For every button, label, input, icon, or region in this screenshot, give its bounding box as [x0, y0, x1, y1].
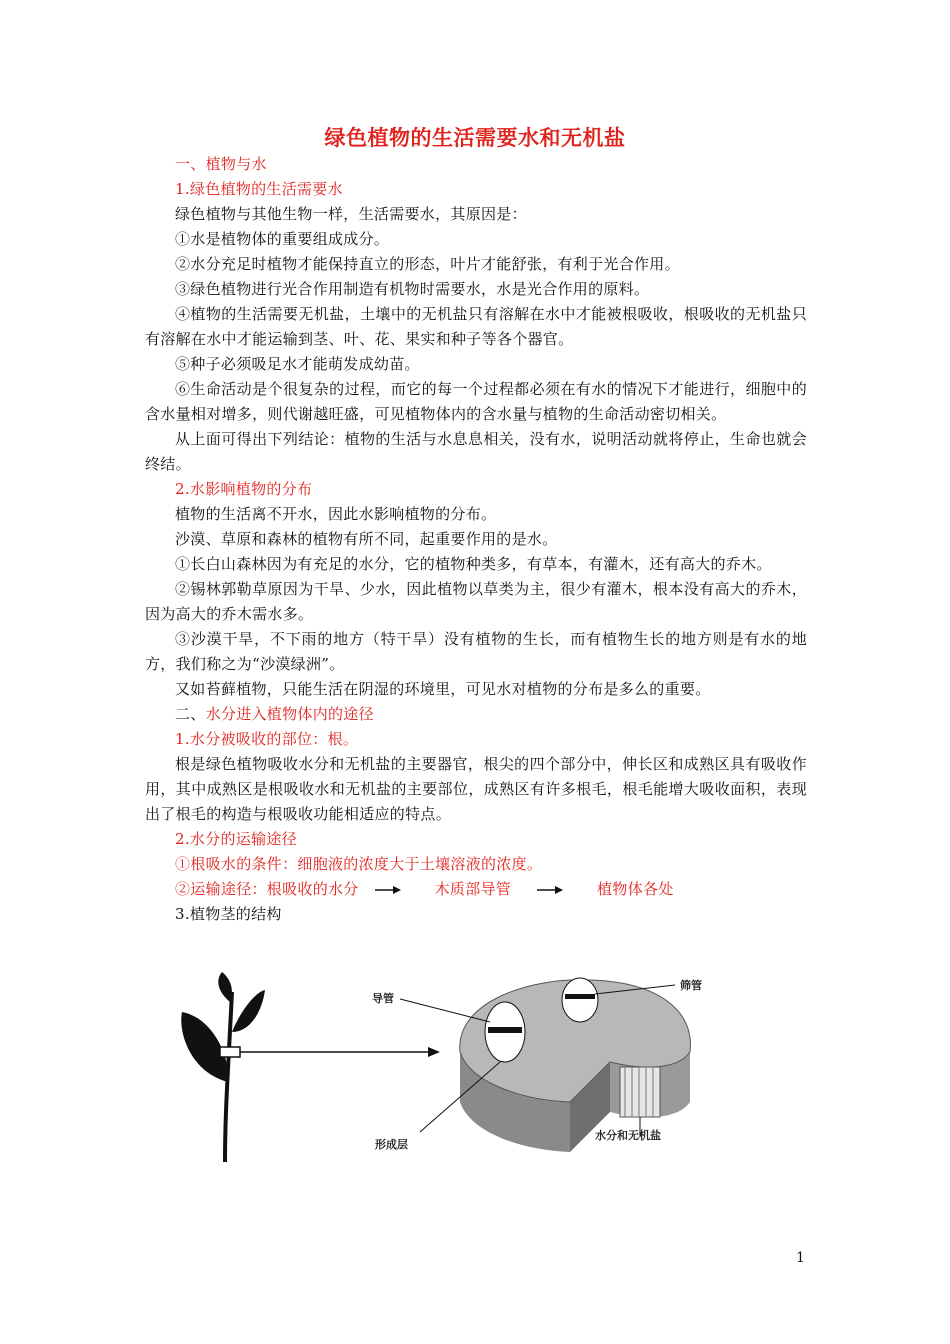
stem-cross-section	[372, 978, 702, 1152]
paragraph: 2.水影响植物的分布	[175, 480, 313, 498]
paragraph: 根是绿色植物吸收水分和无机盐的主要器官，根尖的四个部分中，伸长区和成熟区具有吸收作用，其中成熟区是根吸收水和无机盐的主要部位，成熟区有许多根毛，根毛能增大吸收面积，表现出了根毛的构造与根吸收功能相适应的特点。	[145, 755, 807, 823]
stem-structure-figure	[170, 972, 770, 1162]
paragraph: 一、植物与水	[175, 155, 267, 173]
paragraph-list	[145, 152, 807, 877]
cambium-label: 形成层	[375, 1138, 408, 1151]
paragraph: ④植物的生活需要无机盐，土壤中的无机盐只有溶解在水中才能被根吸收，根吸收的无机盐只有溶解在水中才能运输到茎、叶、花、果实和种子等各个器官。	[145, 305, 807, 348]
paragraph: 1.水分被吸收的部位：根。	[175, 730, 359, 748]
paragraph: 植物的生活离不开水，因此水影响植物的分布。	[175, 505, 497, 523]
paragraph: ⑤种子必须吸足水才能萌发成幼苗。	[175, 355, 420, 373]
paragraph: ③绿色植物进行光合作用制造有机物时需要水，水是光合作用的原料。	[175, 280, 650, 298]
paragraph: ⑥生命活动是个很复杂的过程，而它的每一个过程都必须在有水的情况下才能进行，细胞中的含水量相对增多，则代谢越旺盛，可见植物体内的含水量与植物的生命活动密切相关。	[145, 380, 807, 423]
paragraph: 沙漠、草原和森林的植物有所不同，起重要作用的是水。	[175, 530, 558, 548]
paragraph: 绿色植物与其他生物一样，生活需要水，其原因是：	[175, 205, 527, 223]
heading-prefix: 二、	[175, 705, 206, 723]
paragraph: ②锡林郭勒草原因为干旱、少水，因此植物以草类为主，很少有灌木，根本没有高大的乔木，因为高大的乔木需水多。	[145, 580, 807, 623]
paragraph: 从上面可得出下列结论：植物的生活与水息息相关，没有水，说明活动就将停止，生命也就会终结。	[145, 430, 807, 473]
transport-flow-line	[145, 877, 807, 902]
vessel-label: 导管	[372, 992, 394, 1005]
flow-step-2: 木质部导管	[434, 880, 512, 898]
arrow-icon	[537, 885, 563, 895]
flow-step-3: 植物体各处	[597, 880, 674, 898]
content-body	[145, 152, 807, 927]
plant-illustration	[181, 972, 440, 1162]
water-salt-label: 水分和无机盐	[595, 1129, 661, 1142]
flow-step-1: ②运输途径：根吸收的水分	[175, 880, 359, 898]
section-heading-stem: 3.植物茎的结构	[175, 905, 282, 923]
paragraph: ①水是植物体的重要组成成分。	[175, 230, 390, 248]
paragraph: ①根吸水的条件：细胞液的浓度大于土壤溶液的浓度。	[175, 855, 543, 873]
page-number: 1	[796, 1250, 805, 1266]
paragraph	[145, 702, 807, 727]
paragraph: ①长白山森林因为有充足的水分，它的植物种类多，有草本，有灌木，还有高大的乔木。	[175, 555, 772, 573]
arrow-icon	[375, 885, 401, 895]
paragraph: ②水分充足时植物才能保持直立的形态，叶片才能舒张，有利于光合作用。	[175, 255, 680, 273]
paragraph: ③沙漠干旱，不下雨的地方（特干旱）没有植物的生长，而有植物生长的地方则是有水的地方，我们称之为“沙漠绿洲”。	[145, 630, 807, 673]
heading-text: 水分进入植物体内的途径	[205, 705, 374, 723]
paragraph: 又如苔藓植物，只能生活在阴湿的环境里，可见水对植物的分布是多么的重要。	[175, 680, 711, 698]
paragraph: 1.绿色植物的生活需要水	[175, 180, 343, 198]
sieve-tube-label: 筛管	[680, 979, 702, 992]
page-title: 绿色植物的生活需要水和无机盐	[324, 126, 626, 150]
paragraph: 2.水分的运输途径	[175, 830, 298, 848]
